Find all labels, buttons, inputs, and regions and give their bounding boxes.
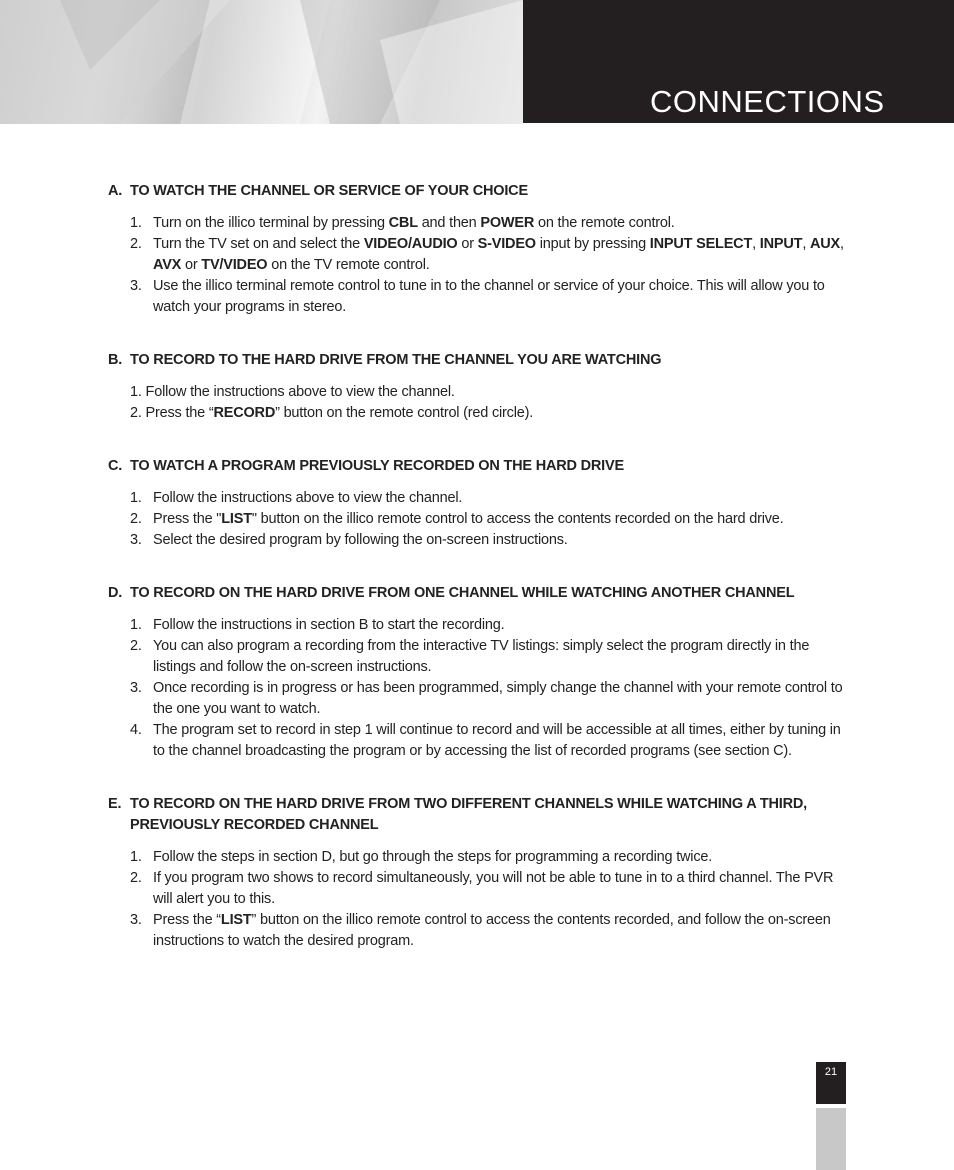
page-side-tab	[816, 1108, 846, 1170]
emphasized-term: CBL	[388, 215, 418, 231]
list-item	[108, 847, 848, 868]
emphasized-term: AUX	[809, 236, 840, 252]
list-item-number: 1.	[130, 849, 142, 865]
instruction-list	[108, 488, 848, 551]
list-item	[108, 636, 848, 678]
text-run: Once recording is in progress or has been programmed, simply change the channel with your remote control to the one you want to watch.	[153, 680, 843, 717]
text-run: ,	[802, 236, 810, 252]
header-title-bar	[523, 0, 954, 123]
emphasized-term: TV/VIDEO	[201, 257, 268, 273]
section-d	[108, 583, 848, 762]
text-run: ” button on the illico remote control to access the contents recorded, and follow the on-screen instructions to watch the desired program.	[153, 912, 831, 949]
list-item	[108, 530, 848, 551]
emphasized-term: LIST	[221, 511, 252, 527]
list-item	[108, 868, 848, 910]
list-item-text	[153, 615, 504, 636]
list-item	[108, 234, 848, 276]
list-item-text	[153, 530, 568, 551]
text-run: Turn on the illico terminal by pressing	[153, 215, 389, 231]
text-run: ,	[840, 236, 844, 252]
text-run: Follow the instructions in section B to start the recording.	[153, 617, 505, 633]
text-run: to the channel broadcasting the program or by accessing the list of recorded programs (see section C).	[153, 743, 792, 759]
page-title: CONNECTIONS	[650, 84, 885, 119]
section-letter: C.	[108, 458, 123, 474]
emphasized-term: S-VIDEO	[477, 236, 536, 252]
list-item-number: 3.	[130, 278, 142, 294]
section-letter: B.	[108, 352, 123, 368]
section-letter: E.	[108, 796, 122, 812]
section-heading	[108, 456, 848, 477]
text-run: Follow the instructions above to view the channel.	[153, 490, 463, 506]
main-content	[108, 181, 848, 984]
list-item-text	[153, 234, 848, 276]
list-item-number: 1.	[130, 617, 142, 633]
section-c	[108, 456, 848, 551]
emphasized-term: INPUT SELECT	[649, 236, 753, 252]
text-run: Follow the instructions above to view the channel.	[145, 384, 455, 400]
instruction-list	[108, 382, 848, 424]
text-run: input by pressing	[535, 236, 650, 252]
text-run: " button on the illico remote control to access the contents recorded on the hard drive.	[251, 511, 784, 527]
section-heading	[108, 181, 848, 202]
section-title: TO RECORD TO THE HARD DRIVE FROM THE CHANNEL YOU ARE WATCHING	[130, 352, 662, 368]
list-item	[108, 720, 848, 741]
emphasized-term: AVX	[153, 257, 182, 273]
list-item	[108, 509, 848, 530]
instruction-list	[108, 213, 848, 318]
list-item-text	[153, 720, 841, 741]
list-item	[108, 741, 848, 762]
list-item-text	[153, 847, 712, 868]
text-run: Press the "	[153, 511, 222, 527]
text-run: on the remote control.	[534, 215, 675, 231]
list-item-number: 1.	[130, 490, 142, 506]
list-item-text	[130, 403, 533, 424]
text-run: Press the “	[153, 912, 221, 928]
text-run: on the TV remote control.	[267, 257, 430, 273]
list-item-text	[153, 910, 848, 952]
banner-graphic	[0, 0, 523, 124]
section-title: TO RECORD ON THE HARD DRIVE FROM ONE CHANNEL WHILE WATCHING ANOTHER CHANNEL	[130, 585, 795, 601]
list-item-number: 1.	[130, 215, 142, 231]
list-item-number: 2.	[130, 638, 142, 654]
instruction-list	[108, 847, 848, 952]
list-item-number	[108, 741, 153, 762]
section-letter: D.	[108, 585, 123, 601]
list-item-number: 3.	[130, 912, 142, 928]
list-item-text	[153, 488, 462, 509]
list-item-text	[153, 678, 848, 720]
section-heading	[108, 350, 848, 371]
section-a	[108, 181, 848, 318]
text-run: and then	[417, 215, 481, 231]
list-item-number: 2.	[130, 870, 142, 886]
list-item-number: 3.	[130, 532, 142, 548]
section-title: TO WATCH A PROGRAM PREVIOUSLY RECORDED ON THE HARD DRIVE	[130, 458, 624, 474]
list-item-text	[153, 636, 848, 678]
section-e	[108, 794, 848, 952]
text-run: Press the “	[145, 405, 214, 421]
text-run: You can also program a recording from the interactive TV listings: simply select the program directly in the listings and follow the on-screen instructions.	[153, 638, 810, 675]
section-b	[108, 350, 848, 424]
page-number: 21	[824, 1066, 838, 1078]
page-number-badge	[816, 1062, 846, 1104]
list-item-number: 3.	[130, 680, 142, 696]
text-run: or	[457, 236, 478, 252]
list-item-text	[153, 868, 848, 910]
emphasized-term: POWER	[480, 215, 535, 231]
list-item	[108, 488, 848, 509]
list-item	[108, 382, 848, 403]
emphasized-term: VIDEO/AUDIO	[363, 236, 458, 252]
instruction-list	[108, 615, 848, 762]
list-item-text	[153, 213, 675, 234]
text-run: The program set to record in step 1 will continue to record and will be accessible at all times, either by tuning in	[153, 722, 841, 738]
section-title: TO WATCH THE CHANNEL OR SERVICE OF YOUR CHOICE	[130, 183, 528, 199]
text-run: Select the desired program by following the on-screen instructions.	[153, 532, 568, 548]
emphasized-term: INPUT	[759, 236, 803, 252]
text-run: or	[181, 257, 202, 273]
text-run: If you program two shows to record simultaneously, you will not be able to tune in to a third channel. The PVR will alert you to this.	[153, 870, 834, 907]
emphasized-term: LIST	[220, 912, 252, 928]
section-title: TO RECORD ON THE HARD DRIVE FROM TWO DIFFERENT CHANNELS WHILE WATCHING A THIRD, PREVIOUSLY RECORDED CHANNEL	[130, 796, 807, 833]
text-run: ,	[752, 236, 760, 252]
list-item	[108, 276, 848, 318]
list-item	[108, 910, 848, 952]
list-item-number: 2.	[130, 511, 142, 527]
list-item	[108, 213, 848, 234]
text-run: Follow the steps in section D, but go through the steps for programming a recording twice.	[153, 849, 713, 865]
list-item-text	[153, 509, 783, 530]
list-item-text	[153, 276, 848, 318]
header-decorative-banner	[0, 0, 523, 124]
text-run: Turn the TV set on and select the	[153, 236, 364, 252]
text-run: Use the illico terminal remote control to tune in to the channel or service of your choice. This will allow you to watch your programs in stereo.	[153, 278, 825, 315]
section-heading	[108, 583, 848, 604]
list-item	[108, 678, 848, 720]
section-heading	[108, 794, 848, 836]
list-item-number: 2.	[130, 405, 142, 421]
list-item-text	[153, 741, 792, 762]
text-run: ” button on the remote control (red circle).	[275, 405, 534, 421]
list-item	[108, 403, 848, 424]
list-item-number: 2.	[130, 236, 142, 252]
list-item	[108, 615, 848, 636]
emphasized-term: RECORD	[213, 405, 276, 421]
list-item-number: 4.	[130, 722, 142, 738]
list-item-number: 1.	[130, 384, 142, 400]
section-letter: A.	[108, 183, 123, 199]
list-item-text	[130, 382, 455, 403]
